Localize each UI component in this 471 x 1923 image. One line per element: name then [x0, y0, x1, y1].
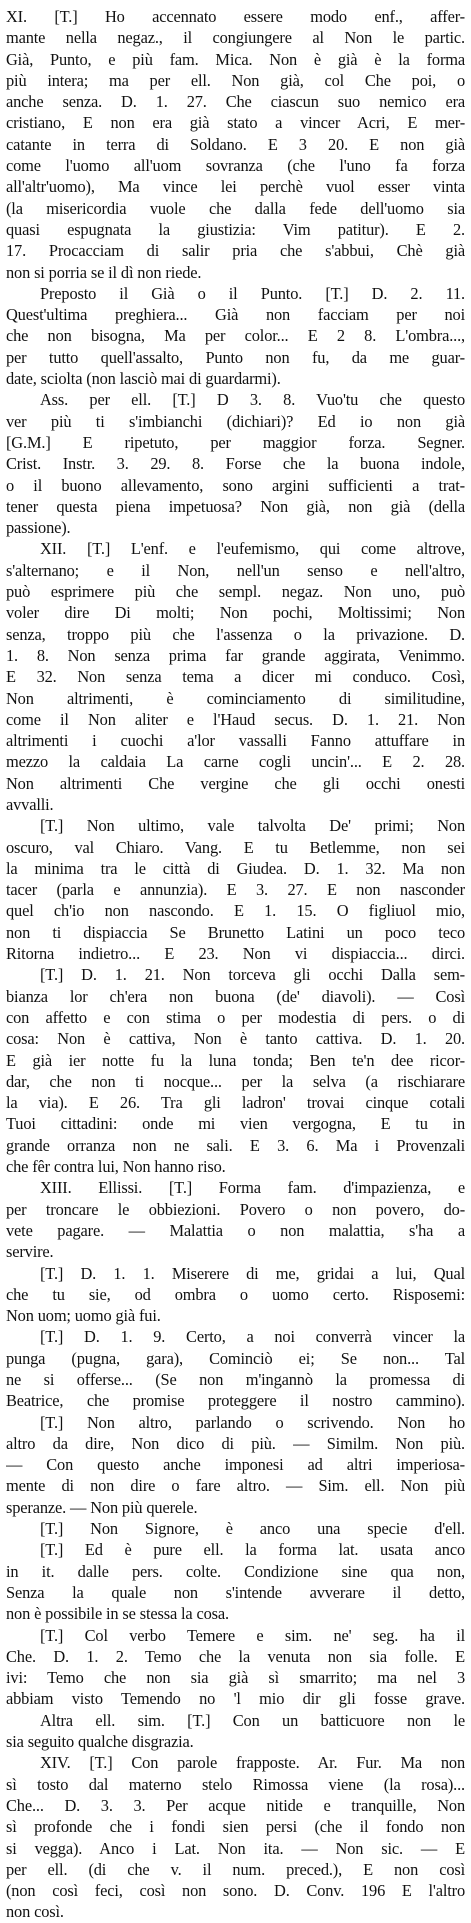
text-line: punga (pugna, gara), Cominciò ei; Se non... Tal	[6, 1348, 465, 1368]
text-line: in it. dalle pers. colte. Condizione sine qua non,	[6, 1561, 465, 1581]
text-line: può esprimere più che sempl. negaz. Non uno, può	[6, 582, 465, 602]
text-line: sì tosto dal materno stelo Rimossa viene (la rosa)...	[6, 1774, 465, 1794]
text-line: che tu sie, od ombra o uomo certo. Risposemi:	[6, 1284, 465, 1304]
text-line: Tuoi cittadini: onde mi vien vergogna, E tu in	[6, 1114, 465, 1134]
text-line: Che... D. 3. 3. Per acque nitide e tranquille, Non	[6, 1795, 465, 1815]
text-line: passione).	[6, 518, 71, 538]
text-line: Non altrimenti, è cominciamento di similitudine,	[6, 688, 465, 708]
text-line: (non così feci, così non sono. D. Conv. 196 E l'altro	[6, 1881, 465, 1901]
text-line: mente di non dire o fare altro. — Sim. ell. Non più	[6, 1476, 465, 1496]
text-line: [T.] Non ultimo, vale talvolta De' primi; Non	[40, 816, 465, 836]
text-line: — Con questo anche imponesi ad altri imperiosa-	[6, 1455, 465, 1475]
text-line: sia seguito qualche disgrazia.	[6, 1732, 194, 1752]
text-line: che fêr contra lui, Non hanno riso.	[6, 1157, 226, 1177]
text-line: XIII. Ellissi. [T.] Forma fam. d'impazienza, e	[40, 1178, 465, 1198]
text-line: XIV. [T.] Con parole frapposte. Ar. Fur. Ma non	[40, 1753, 465, 1773]
text-line: avvalli.	[6, 794, 54, 814]
text-line: XII. [T.] L'enf. e l'eufemismo, qui come altrove,	[40, 539, 465, 559]
text-line: non così.	[6, 1902, 64, 1922]
text-line: dar, che non ti nocque... per la selva (a rischiarare	[6, 1071, 465, 1091]
text-line: [T.] D. 1. 21. Non torceva gli occhi Dalla sem-	[40, 965, 465, 985]
text-line: grande orranza non ne sali. E 3. 6. Ma i Provenzali	[6, 1135, 465, 1155]
text-line: o il buono allevamento, sono argini sufficienti a trat-	[6, 475, 465, 495]
text-line: [G.M.] E ripetuto, per maggior forza. Segner.	[6, 432, 465, 452]
text-line: oscuro, val Chiaro. Vang. E tu Betlemme, non sei	[6, 837, 465, 857]
text-line: altrimenti i cuochi a'lor vassalli Fanno attuffare in	[6, 731, 465, 751]
text-line: [T.] D. 1. 1. Miserere di me, gridai a lui, Qual	[40, 1263, 465, 1283]
text-line: Quest'ultima preghiera... Già non facciam per noi	[6, 305, 465, 325]
text-line: tener questa piena impetuosa? Non già, non già (della	[6, 496, 465, 516]
text-line: Crist. Instr. 3. 29. 8. Forse che la buona indole,	[6, 454, 465, 474]
text-line: [T.] Ed è pure ell. la forma lat. usata anco	[40, 1540, 465, 1560]
text-line: servire.	[6, 1242, 54, 1262]
text-line: per troncare le obbiezioni. Povero o non povero, do-	[6, 1199, 465, 1219]
text-line: altro da dire, Non dico di più. — Similm. Non più.	[6, 1433, 465, 1453]
text-line: (la misericordia vuole che dalla fede dell'uomo sia	[6, 198, 465, 218]
text-line: ne si offerse... (Se non m'ingannò la promessa di	[6, 1370, 465, 1389]
text-line: non ti dispiaccia Se Brunetto Latini un poco teco	[6, 922, 465, 942]
text-line: 1. 8. Non senza prima far grande aggirata, Venimmo.	[6, 645, 465, 665]
text-line: la minima tra le città di Giudea. D. 1. 32. Ma non	[6, 858, 465, 878]
text-line: [T.] Col verbo Temere e sim. ne' seg. ha il	[40, 1625, 465, 1645]
text-line: Senza la quale non s'intende avverare il detto,	[6, 1582, 465, 1602]
text-line: vete pagare. — Malattia o non malattia, s'ha a	[6, 1220, 465, 1240]
text-line: anche senza. D. 1. 27. Che ciascun suo nemico era	[6, 92, 465, 112]
text-line: Già, Punto, e più fam. Mica. Non è già è la forma	[6, 49, 465, 69]
text-line: E già ier notte fu la luna tonda; Ben te'n dee ricor-	[6, 1050, 465, 1070]
text-line: bianza lor ch'era non buona (de' diavoli). — Così	[6, 986, 465, 1006]
text-line: non è possibile in se stessa la cosa.	[6, 1604, 229, 1624]
text-line: s'alternano; e il Non, nell'un senso e nell'altro,	[6, 560, 465, 580]
text-line: più intera; ma per ell. Non già, col Che poi, o	[6, 70, 465, 90]
text-line: che non bisogna, Ma per color... E 2 8. L'ombra...,	[6, 326, 465, 346]
text-line: senza, troppo più che l'assenza o la privazione. D.	[6, 624, 465, 644]
text-line: sì profonde che i fondi sien persi (che il fondo non	[6, 1817, 465, 1837]
text-line: quasi espugnata la giustizia: Vim patitur). E 2.	[6, 219, 465, 239]
text-line: cosa: Non è cattiva, Non è tanto cattiva. D. 1. 20.	[6, 1029, 465, 1049]
text-line: [T.] D. 1. 9. Certo, a noi converrà vincer la	[40, 1327, 465, 1347]
text-line: come l'uomo all'uom sovranza (che l'uno fa forza	[6, 156, 465, 176]
text-line: Beatrice, che promise proteggere il nostro cammino).	[6, 1391, 465, 1411]
text-line: si vegga). Anco i Lat. Non ita. — Non sic. — E	[6, 1838, 465, 1858]
text-line: date, sciolta (non lasciò mai di guardarmi).	[6, 369, 281, 389]
text-line: XI. [T.] Ho accennato essere modo enf., affer-	[6, 7, 465, 26]
text-line: non si porria se il dì non riede.	[6, 262, 202, 282]
text-line: mezzo la caldaia La carne cogli uncin'... E 2. 28.	[6, 752, 465, 772]
text-line: Preposto il Già o il Punto. [T.] D. 2. 11.	[40, 283, 465, 303]
text-line: per tutto quell'assalto, Punto non fu, da me guar-	[6, 347, 465, 367]
text-line: [T.] Non Signore, è anco una specie d'ell.	[40, 1519, 465, 1539]
text-line: speranze. — Non più querele.	[6, 1497, 198, 1517]
text-line: come il Non aliter e l'Haud secus. D. 1. 21. Non	[6, 709, 465, 729]
text-line: quel ch'io non nascondo. E 1. 15. O figliuol mio,	[6, 901, 465, 921]
text-line: all'altr'uomo), Ma vince lei perchè vuol esser vinta	[6, 177, 465, 197]
text-line: Ass. per ell. [T.] D 3. 8. Vuo'tu che questo	[40, 390, 465, 410]
text-line: [T.] Non altro, parlando o scrivendo. Non ho	[40, 1412, 465, 1432]
text-line: Che. D. 1. 2. Temo che la venuta non sia folle. E	[6, 1646, 465, 1666]
text-line: tacer (parla e annunzia). E 3. 27. E non nasconder	[6, 880, 465, 900]
text-line: abbiam visto Temendo no 'l mio dir gli fosse grave.	[6, 1689, 465, 1709]
text-line: ivi: Temo che non sia già sì smarrito; ma nel 3	[6, 1668, 465, 1688]
text-line: Altra ell. sim. [T.] Con un batticuore non le	[40, 1710, 465, 1730]
text-line: la via). E 26. Tra gli ladron' trovai cinque cotali	[6, 1093, 465, 1113]
text-line: E 32. Non senza tema a dicer mi conduco. Così,	[6, 667, 465, 687]
text-line: cristiano, E non era già stato a vincer Acri, E mer-	[6, 113, 465, 133]
text-line: con affetto e con stima o per modestia di pers. o di	[6, 1007, 465, 1027]
text-line: voler dire Di molti; Non pochi, Moltissimi; Non	[6, 603, 465, 623]
text-line: per ell. (di che v. il num. preced.), E non così	[6, 1859, 465, 1879]
text-line: catante in terra di Soldano. E 3 20. E non già	[6, 134, 465, 154]
text-line: Non altrimenti Che vergine che gli occhi onesti	[6, 773, 465, 793]
text-line: 17. Procacciam di salir pria che s'abbui, Chè già	[6, 241, 465, 261]
text-line: Ritorna indietro... E 23. Non vi dispiaccia... dirci.	[6, 944, 465, 964]
text-line: mante nella negaz., il congiungere al Non le partic.	[6, 28, 465, 48]
text-line: ver più ti s'imbianchi (dichiari)? Ed io non già	[6, 411, 465, 431]
text-line: Non uom; uomo già fui.	[6, 1306, 161, 1326]
